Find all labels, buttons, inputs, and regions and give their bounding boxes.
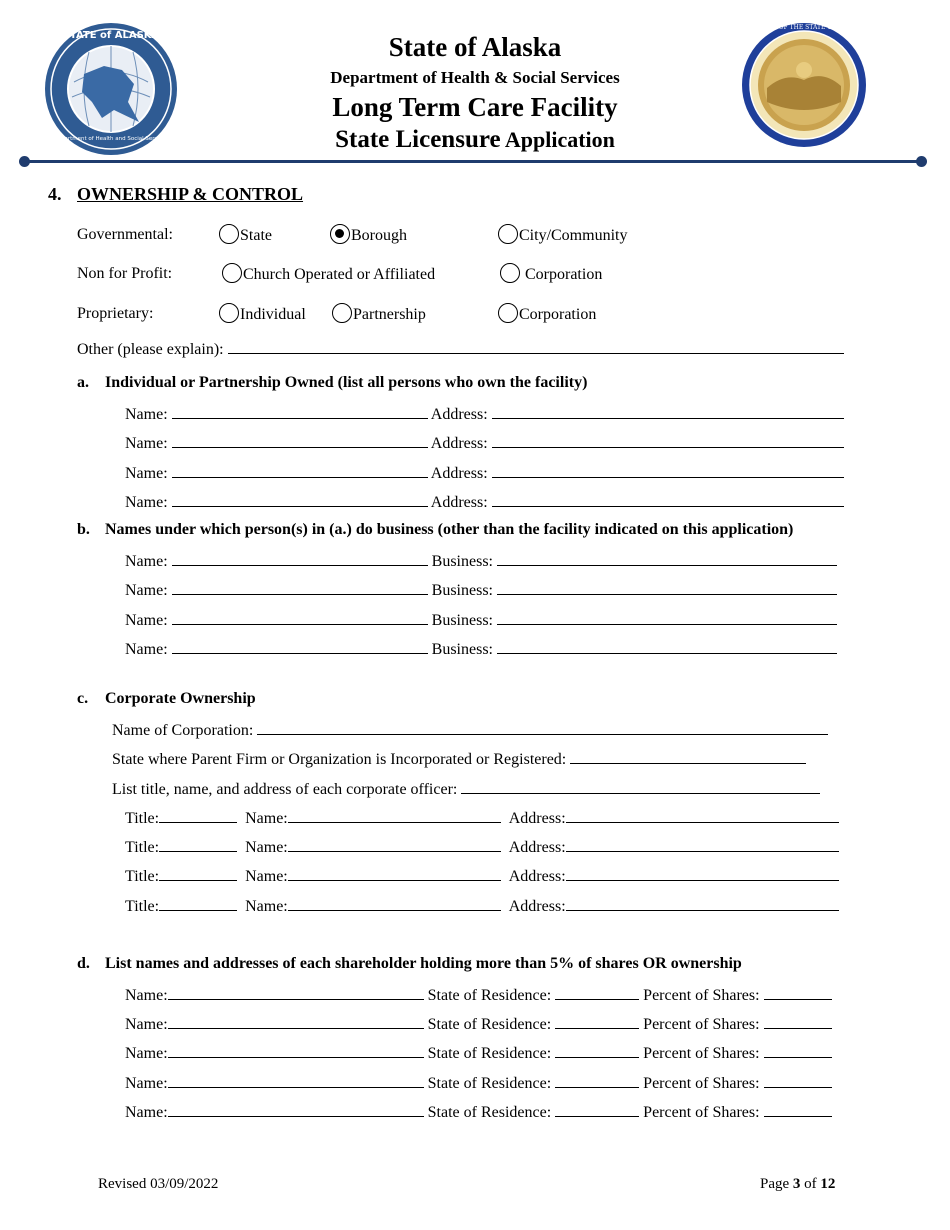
radio-proprietary-corporation[interactable] xyxy=(498,303,518,323)
a-name-label: Name: xyxy=(125,435,172,452)
a-address-label: Address: xyxy=(430,435,492,452)
shareholder-name-field[interactable] xyxy=(168,1014,424,1029)
officer-name-field[interactable] xyxy=(288,837,501,852)
b-business-label: Business: xyxy=(431,641,497,658)
a-address-label: Address: xyxy=(430,406,492,423)
subsection-d-title: List names and addresses of each shareholder holding more than 5% of shares OR ownership xyxy=(105,955,742,972)
seal-text: THE SEAL OF THE STATE OF ALASKA xyxy=(744,24,864,31)
shareholder-name-label: Name: xyxy=(125,1045,168,1062)
officer-name-label: Name: xyxy=(245,810,288,827)
a-address-field[interactable] xyxy=(492,404,844,419)
a-address-field[interactable] xyxy=(492,463,844,478)
department-name: Department of Health & Social Services xyxy=(330,68,620,87)
shareholder-state-field[interactable] xyxy=(555,1073,639,1088)
a-name-label: Name: xyxy=(125,494,172,511)
officer-title-field[interactable] xyxy=(159,866,237,881)
shareholder-row xyxy=(125,985,832,1005)
shareholder-percent-field[interactable] xyxy=(764,1102,832,1117)
officer-title-label: Title: xyxy=(125,898,160,915)
b-row xyxy=(125,639,837,659)
option-church[interactable] xyxy=(222,263,435,284)
shareholder-percent-field[interactable] xyxy=(764,1043,832,1058)
a-row xyxy=(125,404,844,424)
a-name-label: Name: xyxy=(125,465,172,482)
shareholder-state-label: State of Residence: xyxy=(427,987,556,1004)
shareholder-percent-field[interactable] xyxy=(764,985,832,1000)
shareholder-name-field[interactable] xyxy=(168,1043,424,1058)
option-borough[interactable] xyxy=(330,224,407,245)
shareholder-percent-label: Percent of Shares: xyxy=(643,1075,764,1092)
b-business-field[interactable] xyxy=(497,639,837,654)
radio-state[interactable] xyxy=(219,224,239,244)
officer-row xyxy=(125,837,839,857)
corp-officer-row xyxy=(112,779,820,799)
a-address-field[interactable] xyxy=(492,492,844,507)
corp-officer-field[interactable] xyxy=(461,779,820,794)
page-current: 3 xyxy=(792,1176,801,1192)
divider-endpoint-left xyxy=(19,156,30,167)
b-business-label: Business: xyxy=(431,582,497,599)
a-name-label: Name: xyxy=(125,406,172,423)
radio-church[interactable] xyxy=(222,263,242,283)
radio-individual[interactable] xyxy=(219,303,239,323)
b-business-field[interactable] xyxy=(497,610,837,625)
officer-row xyxy=(125,896,839,916)
shareholder-row xyxy=(125,1014,832,1034)
officer-title-label: Title: xyxy=(125,868,160,885)
section-number: 4. xyxy=(48,184,62,204)
shareholder-row xyxy=(125,1073,832,1093)
officer-title-label: Title: xyxy=(125,810,160,827)
corp-state-label: State where Parent Firm or Organization is Incorporated or Registered: xyxy=(112,751,571,768)
officer-title-field[interactable] xyxy=(159,837,237,852)
form-title-line2 xyxy=(0,126,950,154)
shareholder-name-label: Name: xyxy=(125,987,168,1004)
form-title-rest: Application xyxy=(500,127,615,152)
b-row xyxy=(125,610,837,630)
subsection-c-title: Corporate Ownership xyxy=(105,690,256,707)
shareholder-state-label: State of Residence: xyxy=(427,1016,556,1033)
subsection-a-letter: a. xyxy=(77,374,89,391)
officer-address-field[interactable] xyxy=(566,866,839,881)
radio-partnership[interactable] xyxy=(332,303,352,323)
shareholder-name-label: Name: xyxy=(125,1104,168,1121)
shareholder-percent-label: Percent of Shares: xyxy=(643,1016,764,1033)
shareholder-state-field[interactable] xyxy=(555,1043,639,1058)
page-title: State of Alaska xyxy=(388,32,562,62)
subsection-b-title: Names under which person(s) in (a.) do business (other than the facility indicated on this application) xyxy=(105,521,794,538)
a-row xyxy=(125,463,844,483)
option-state-label: State xyxy=(240,227,272,244)
option-proprietary-corporation-label: Corporation xyxy=(519,306,597,323)
b-name-label: Name: xyxy=(125,582,172,599)
b-name-field[interactable] xyxy=(172,639,428,654)
corp-name-row xyxy=(112,720,828,740)
option-partnership[interactable] xyxy=(332,303,426,324)
shareholder-percent-field[interactable] xyxy=(764,1014,832,1029)
shareholder-name-field[interactable] xyxy=(168,985,424,1000)
officer-address-label: Address: xyxy=(508,810,566,827)
header-divider xyxy=(24,160,922,163)
shareholder-percent-label: Percent of Shares: xyxy=(643,1104,764,1121)
subsection-b-letter: b. xyxy=(77,521,90,538)
corp-state-field[interactable] xyxy=(570,749,806,764)
shareholder-state-field[interactable] xyxy=(555,1102,639,1117)
officer-title-label: Title: xyxy=(125,839,160,856)
logo-left-text: STATE of ALASKA xyxy=(62,30,160,41)
shareholder-percent-field[interactable] xyxy=(764,1073,832,1088)
officer-name-field[interactable] xyxy=(288,896,501,911)
option-state[interactable] xyxy=(219,224,272,245)
b-name-field[interactable] xyxy=(172,610,428,625)
b-name-label: Name: xyxy=(125,553,172,570)
b-business-field[interactable] xyxy=(497,551,837,566)
nonprofit-label: Non for Profit: xyxy=(77,265,173,282)
officer-name-label: Name: xyxy=(245,839,288,856)
shareholder-state-label: State of Residence: xyxy=(427,1104,556,1121)
b-name-field[interactable] xyxy=(172,551,428,566)
a-row xyxy=(125,492,844,512)
corp-state-row xyxy=(112,749,806,769)
officer-name-label: Name: xyxy=(245,898,288,915)
a-row xyxy=(125,433,844,453)
officer-title-field[interactable] xyxy=(159,896,237,911)
officer-title-field[interactable] xyxy=(159,808,237,823)
option-borough-label: Borough xyxy=(351,227,407,244)
a-name-field[interactable] xyxy=(172,492,428,507)
shareholder-row xyxy=(125,1102,832,1122)
subsection-c-letter: c. xyxy=(77,690,89,707)
a-name-field[interactable] xyxy=(172,433,428,448)
corp-name-label: Name of Corporation: xyxy=(112,722,258,739)
a-name-field[interactable] xyxy=(172,404,428,419)
shareholder-name-label: Name: xyxy=(125,1075,168,1092)
officer-row xyxy=(125,866,839,886)
option-individual-label: Individual xyxy=(240,306,306,323)
officer-address-field[interactable] xyxy=(566,896,839,911)
officer-name-label: Name: xyxy=(245,868,288,885)
page-of: of xyxy=(800,1176,821,1192)
shareholder-row xyxy=(125,1043,832,1063)
b-business-field[interactable] xyxy=(497,580,837,595)
option-partnership-label: Partnership xyxy=(353,306,426,323)
page-total: 12 xyxy=(820,1176,836,1192)
option-city-community[interactable] xyxy=(498,224,627,245)
page-number xyxy=(760,1176,835,1193)
radio-borough-selected[interactable] xyxy=(330,224,350,244)
option-proprietary-corporation[interactable] xyxy=(498,303,596,324)
officer-row xyxy=(125,808,839,828)
subsection-d-letter: d. xyxy=(77,955,90,972)
officer-address-field[interactable] xyxy=(566,808,839,823)
shareholder-state-field[interactable] xyxy=(555,1014,639,1029)
other-label: Other (please explain): xyxy=(77,341,228,358)
option-city-label: City/Community xyxy=(519,227,628,244)
shareholder-state-label: State of Residence: xyxy=(427,1045,556,1062)
radio-nonprofit-corporation[interactable] xyxy=(500,263,520,283)
b-business-label: Business: xyxy=(431,553,497,570)
a-address-field[interactable] xyxy=(492,433,844,448)
option-individual[interactable] xyxy=(219,303,306,324)
other-explain-row xyxy=(77,339,844,359)
option-nonprofit-corporation[interactable] xyxy=(500,263,602,284)
governmental-label: Governmental: xyxy=(77,226,173,243)
section-title: OWNERSHIP & CONTROL xyxy=(77,184,304,204)
officer-address-label: Address: xyxy=(508,868,566,885)
b-name-label: Name: xyxy=(125,641,172,658)
shareholder-state-label: State of Residence: xyxy=(427,1075,556,1092)
b-row xyxy=(125,551,837,571)
proprietary-label: Proprietary: xyxy=(77,305,154,322)
form-title-bold: State Licensure xyxy=(335,126,501,153)
shareholder-name-label: Name: xyxy=(125,1016,168,1033)
a-name-field[interactable] xyxy=(172,463,428,478)
b-row xyxy=(125,580,837,600)
form-title-line1: Long Term Care Facility xyxy=(332,92,618,122)
b-name-label: Name: xyxy=(125,612,172,629)
divider-endpoint-right xyxy=(916,156,927,167)
officer-name-field[interactable] xyxy=(288,808,501,823)
b-name-field[interactable] xyxy=(172,580,428,595)
officer-address-label: Address: xyxy=(508,898,566,915)
corp-officer-label: List title, name, and address of each corporate officer: xyxy=(112,781,462,798)
option-nonprofit-corporation-label: Corporation xyxy=(521,266,603,283)
shareholder-name-field[interactable] xyxy=(168,1073,424,1088)
subsection-a-title: Individual or Partnership Owned (list all persons who own the facility) xyxy=(105,374,588,391)
a-address-label: Address: xyxy=(430,465,492,482)
officer-address-label: Address: xyxy=(508,839,566,856)
corp-name-field[interactable] xyxy=(257,720,828,735)
shareholder-state-field[interactable] xyxy=(555,985,639,1000)
a-address-label: Address: xyxy=(430,494,492,511)
revised-date: Revised 03/09/2022 xyxy=(98,1176,219,1192)
page-prefix: Page xyxy=(760,1176,793,1192)
shareholder-name-field[interactable] xyxy=(168,1102,424,1117)
logo-left-subtext: Department of Health and Social Services xyxy=(53,136,169,142)
radio-city-community[interactable] xyxy=(498,224,518,244)
option-church-label: Church Operated or Affiliated xyxy=(243,266,436,283)
officer-address-field[interactable] xyxy=(566,837,839,852)
shareholder-percent-label: Percent of Shares: xyxy=(643,987,764,1004)
shareholder-percent-label: Percent of Shares: xyxy=(643,1045,764,1062)
officer-name-field[interactable] xyxy=(288,866,501,881)
b-business-label: Business: xyxy=(431,612,497,629)
other-explain-field[interactable] xyxy=(228,339,844,354)
